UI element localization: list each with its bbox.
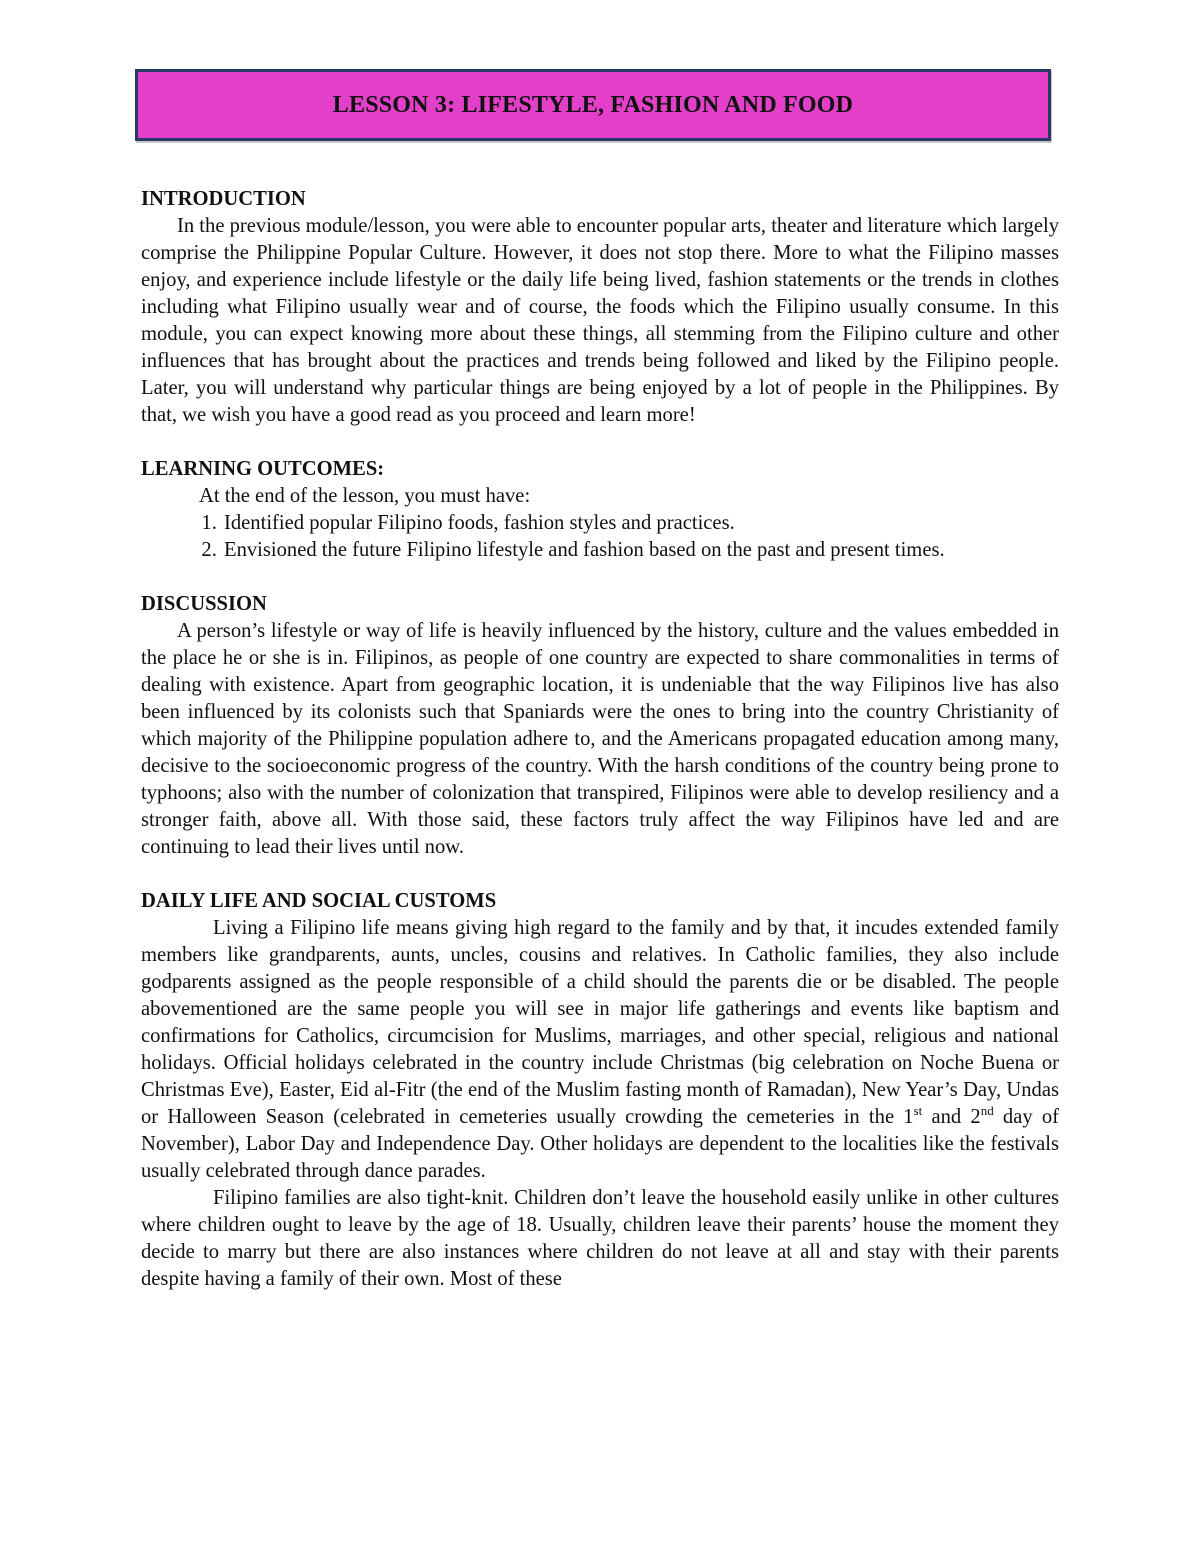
discussion-heading: DISCUSSION: [141, 593, 267, 615]
paragraph-text: Living a Filipino life means giving high regard to the family and by that, it incudes extended family members like grandparents, aunts, uncles, cousins and relatives. In Catholic families, they also include godparents assigned as the people responsible of a child should the parents die or be disabled. The people abovementioned are the same people you will see in major life gatherings and events like baptism and confirmations for Catholics, circumcision for Muslims, marriages, and other special, religious and national holidays. Official holidays celebrated in the country include Christmas (big celebration on Noche Buena or Christmas Eve), Easter, Eid al-Fitr (the end of the Muslim fasting month of Ramadan), New Year’s Day, Undas or Halloween Season (celebrated in cemeteries usually crowding the cemeteries in the 1: [141, 917, 1059, 1128]
ordinal-suffix: nd: [980, 1103, 994, 1119]
learning-outcomes-lead-in: At the end of the lesson, you must have:: [199, 485, 531, 507]
lesson-title-banner: [135, 69, 1051, 141]
learning-outcomes-heading: LEARNING OUTCOMES:: [141, 458, 385, 480]
learning-outcomes-section: [141, 456, 1059, 564]
list-item: 2. Envisioned the future Filipino lifestyle and fashion based on the past and present times.: [222, 537, 1059, 564]
daily-life-heading: DAILY LIFE AND SOCIAL CUSTOMS: [141, 890, 497, 912]
document-body: [141, 186, 1059, 1293]
lesson-title: LESSON 3: LIFESTYLE, FASHION AND FOOD: [332, 91, 854, 118]
spacer: [141, 564, 1059, 591]
introduction-section: [141, 186, 1059, 429]
daily-life-paragraph-1: [141, 915, 1059, 1185]
daily-life-section: [141, 888, 1059, 1293]
introduction-heading: INTRODUCTION: [141, 188, 306, 210]
ordinal-suffix: st: [913, 1103, 923, 1119]
paragraph-text: and 2: [922, 1106, 981, 1128]
spacer: [141, 429, 1059, 456]
discussion-paragraph: A person’s lifestyle or way of life is heavily influenced by the history, culture and the values embedded in the place he or she is in. Filipinos, as people of one country are expected to share commonalities in terms of dealing with existence. Apart from geographic location, it is undeniable that the way Filipinos live has also been influenced by its colonists such that Spaniards were the ones to bring into the country Christianity of which majority of the Philippine population adhere to, and the Americans propagated education among many, decisive to the socioeconomic progress of the country. With the harsh conditions of the country being prone to typhoons; also with the number of colonization that transpired, Filipinos were able to develop resiliency and a stronger faith, above all. With those said, these factors truly affect the way Filipinos have led and are continuing to lead their lives until now.: [141, 620, 1059, 858]
list-item: 1. Identified popular Filipino foods, fashion styles and practices.: [222, 510, 1059, 537]
spacer: [141, 861, 1059, 888]
learning-outcomes-list: [141, 510, 1059, 564]
paragraph-text: day of November), Labor Day and Independence Day. Other holidays are dependent to the localities like the festivals usually celebrated through dance parades.: [141, 1106, 1059, 1182]
discussion-section: [141, 591, 1059, 861]
daily-life-paragraph-2: Filipino families are also tight-knit. Children don’t leave the household easily unlike in other cultures where children ought to leave by the age of 18. Usually, children leave their parents’ house the moment they decide to marry but there are also instances where children do not leave at all and stay with their parents despite having a family of their own. Most of these: [141, 1187, 1059, 1290]
introduction-paragraph: In the previous module/lesson, you were able to encounter popular arts, theater and literature which largely comprise the Philippine Popular Culture. However, it does not stop there. More to what the Filipino masses enjoy, and experience include lifestyle or the daily life being lived, fashion statements or the trends in clothes including what Filipino usually wear and of course, the foods which the Filipino usually consume. In this module, you can expect knowing more about these things, all stemming from the Filipino culture and other influences that has brought about the practices and trends being followed and liked by the Filipino people. Later, you will understand why particular things are being enjoyed by a lot of people in the Philippines. By that, we wish you have a good read as you proceed and learn more!: [141, 215, 1059, 426]
